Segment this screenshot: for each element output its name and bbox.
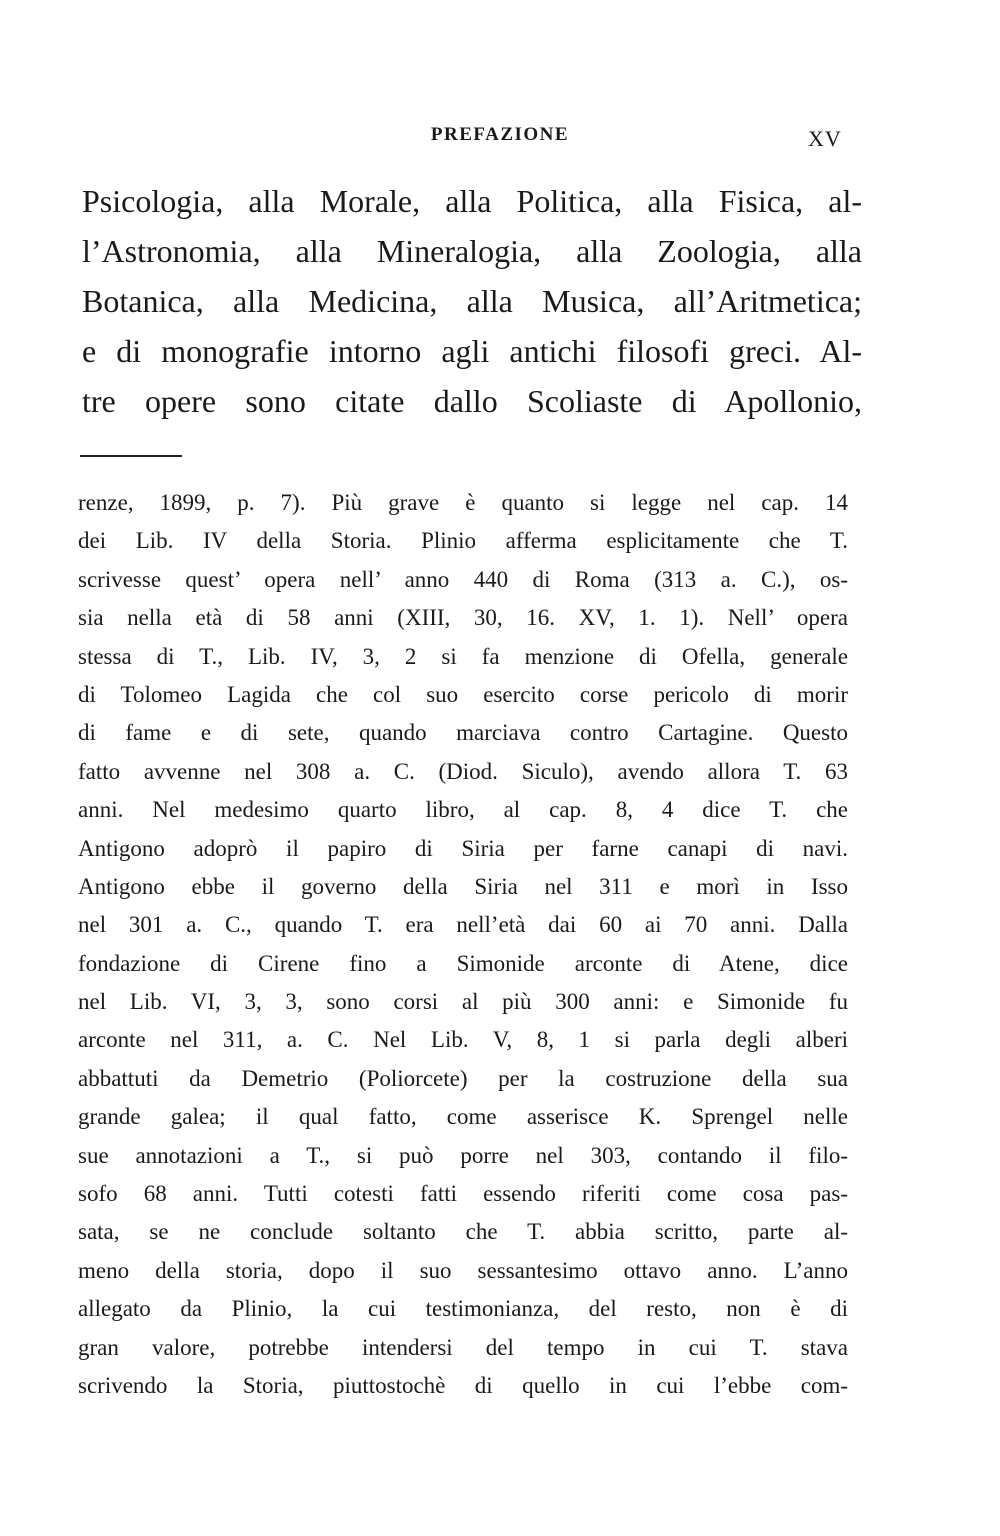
footnote-line: anni. Nel medesimo quarto libro, al cap. 8, 4 dice T. che [78,797,848,823]
footnote-line: allegato da Plinio, la cui testimonianza, del resto, non è di [78,1296,848,1322]
footnote-line: stessa di T., Lib. IV, 3, 2 si fa menzione di Ofella, generale [78,643,848,669]
footnote-separator [80,455,182,457]
main-text [82,176,862,426]
footnote-line: sata, se ne conclude soltanto che T. abbia scritto, parte al- [78,1219,848,1245]
footnote-line: gran valore, potrebbe intendersi del tempo in cui T. stava [78,1334,848,1360]
footnote-line: di Tolomeo Lagida che col suo esercito corse pericolo di morir [78,681,848,707]
footnote-line: grande galea; il qual fatto, come asserisce K. Sprengel nelle [78,1104,848,1130]
footnote-line: Antigono ebbe il governo della Siria nel 311 e morì in Isso [78,873,848,899]
footnote-line: di fame e di sete, quando marciava contro Cartagine. Questo [78,720,848,746]
footnote-line: sue annotazioni a T., si può porre nel 303, contando il filo- [78,1142,848,1168]
footnote-line: fatto avvenne nel 308 a. C. (Diod. Siculo), avendo allora T. 63 [78,758,848,784]
footnote-line: meno della storia, dopo il suo sessantesimo ottavo anno. L’anno [78,1257,848,1283]
text-line: tre opere sono citate dallo Scoliaste di Apollonio, [82,383,862,419]
footnote-line: nel Lib. VI, 3, 3, sono corsi al più 300 anni: e Simonide fu [78,989,848,1015]
footnote-line: fondazione di Cirene fino a Simonide arconte di Atene, dice [78,950,848,976]
footnote-line: abbattuti da Demetrio (Poliorcete) per la costruzione della sua [78,1065,848,1091]
text-line: Psicologia, alla Morale, alla Politica, alla Fisica, al- [82,183,862,219]
footnote-line: renze, 1899, p. 7). Più grave è quanto si legge nel cap. 14 [78,490,848,515]
running-title: PREFAZIONE [430,124,570,145]
page-number: XV [808,126,842,151]
footnote-line: Antigono adoprò il papiro di Siria per farne canapi di navi. [78,835,848,861]
text-line: Botanica, alla Medicina, alla Musica, all’Aritmetica; [82,283,862,319]
footnote-line: sofo 68 anni. Tutti cotesti fatti essendo riferiti come cosa pas- [78,1181,848,1207]
footnote-line: arconte nel 311, a. C. Nel Lib. V, 8, 1 si parla degli alberi [78,1027,848,1053]
text-line: e di monografie intorno agli antichi filosofi greci. Al- [82,333,862,369]
footnote-line: scrivesse quest’ opera nell’ anno 440 di Roma (313 a. C.), os- [78,566,848,592]
footnote-line: scrivendo la Storia, piuttostochè di quello in cui l’ebbe com- [78,1372,848,1398]
footnote-line: dei Lib. IV della Storia. Plinio afferma esplicitamente che T. [78,528,848,554]
footnote-line: nel 301 a. C., quando T. era nell’età dai 60 ai 70 anni. Dalla [78,912,848,938]
footnote-block [78,484,848,1405]
footnote-line: sia nella età di 58 anni (XIII, 30, 16. XV, 1. 1). Nell’ opera [78,605,848,631]
text-line: l’Astronomia, alla Mineralogia, alla Zoologia, alla [82,233,862,269]
